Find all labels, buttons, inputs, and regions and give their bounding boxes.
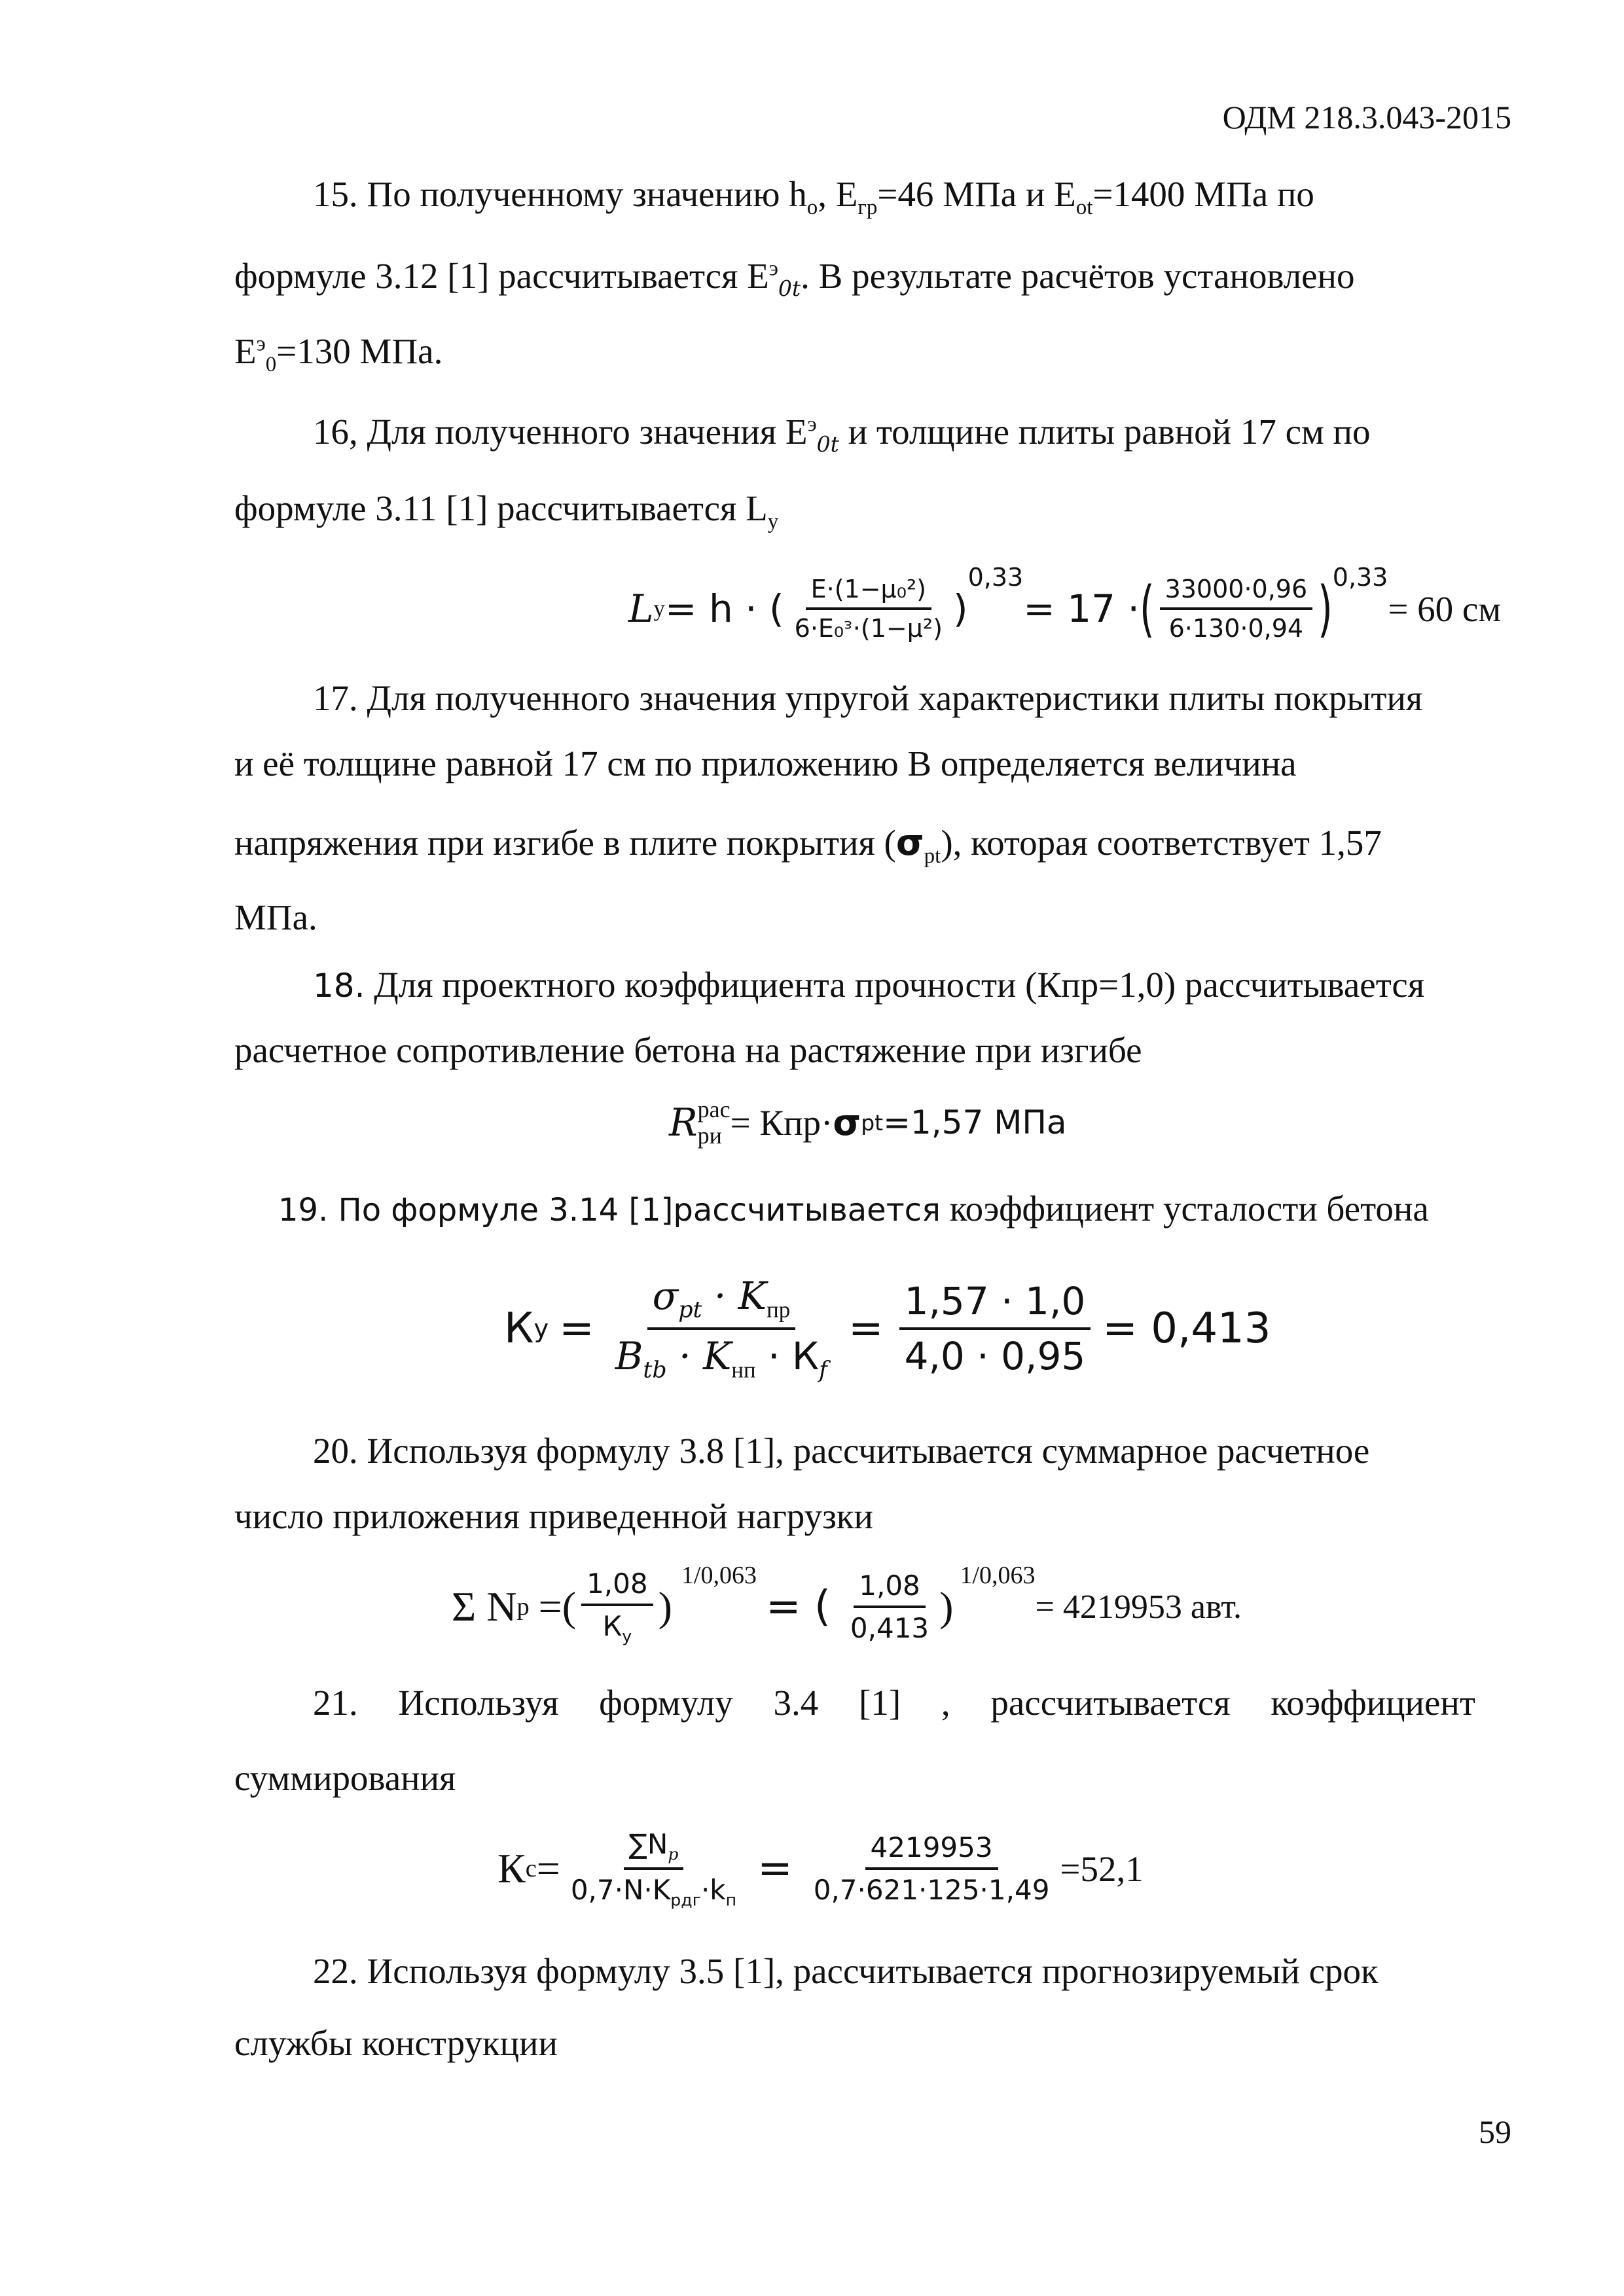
eq-ly-frac2: $\frac{33000\cdot 0,96}{6\cdot 130\cdot 0,94}$ [1160, 575, 1313, 643]
equation-r: R рас ри = Кпр· σ pt =1,57 МПа [669, 1096, 1067, 1149]
eq-ly-frac1: $\frac{\text{E·(1−μ₀²)}}{\text{6·E₀ᵌ·(1−μ²)}}$ [794, 575, 943, 643]
p16-line1: 16, Для полученного значения $E^э_{0t}$ и толщине плиты равной 17 см по [313, 412, 1371, 457]
document-code: ОДМ 218.3.043-2015 [1222, 99, 1511, 135]
eq-np-frac2: $\frac{1,08}{0,413}$ [850, 1570, 929, 1644]
p21-line2: суммирования [234, 1758, 456, 1798]
p17-line3: напряжения при изгибе в плите покрытия $(\sigma_{pt})$, которая соответствует 1,57 [234, 821, 1382, 868]
p15-line2: формуле 3.12 [1] рассчитывается $E^э_{0t}$. В результате расчётов установлено [234, 256, 1355, 301]
p16-line2: формуле 3.11 [1] рассчитывается $L_у$ [234, 488, 779, 533]
eq-ky-frac2: $\frac{1,57 \cdot 1,0}{4,0 \cdot 0,95}$ [899, 1279, 1091, 1378]
p17-line4: МПа. [234, 897, 317, 937]
equation-ly: L у = h · ( $\frac{\text{E·(1−μ₀²)}}{\text{6·E₀ᵌ·(1−μ²)}}$ ) $^{0,33}$ = 17 · ( $\frac{33000\cdot 0,96}{6\cdot 130\cdot 0,94}$ ) $^{0,33}$ = 60 см [628, 563, 1502, 645]
eq-np-frac1: $\frac{1,08}{К_у}$ [581, 1568, 653, 1645]
eq-kc-frac1: $\frac{\sum N_p}{0,7\cdot N\cdot K_{рдг}\cdot k_п}$ [570, 1827, 737, 1910]
eq-kc-frac2: $\frac{4219953}{0,7\cdot 621\cdot 125\cdot 1,49}$ [813, 1831, 1050, 1906]
equation-np: Σ N р =( $\frac{1,08}{К_у}$ ) $^{1/0,063}$ = ( $\frac{1,08}{0,413}$ ) $^{1/0,063}$ = 4219953 авт. [452, 1562, 1242, 1646]
p21-line1: 21. Используя формулу 3.4 [1] , рассчитывается коэффициент [313, 1683, 1475, 1723]
p17-line2: и её толщине равной 17 см по приложению В определяется величина [234, 744, 1297, 783]
p18-line2: расчетное сопротивление бетона на растяжение при изгибе [234, 1030, 1142, 1070]
p19-line1: 19. По формуле 3.14 [1]рассчитывается коэффициент усталости бетона [278, 1189, 1429, 1229]
p15-line3: $E^э_0=130$ МПа. [234, 331, 443, 376]
p18-line1: 18. Для проектного коэффициента прочности (Кпр=1,0) рассчитывается [313, 965, 1425, 1005]
eq-ky-frac1: $\frac{\sigma_{pt} \cdot K_{пр}}{B_{tb} \cdot K_{нп} \cdot К_f}$ [615, 1274, 827, 1384]
equation-kc: К с = $\frac{\sum N_p}{0,7\cdot N\cdot K_{рдг}\cdot k_п}$ = $\frac{4219953}{0,7\cdot 621\cdot 125\cdot 1,49}$ =52,1 [497, 1827, 1144, 1910]
p22-line1: 22. Используя формулу 3.5 [1], рассчитывается прогнозируемый срок [313, 1951, 1379, 1991]
equation-ky: К у = $\frac{\sigma_{pt} \cdot K_{пр}}{B_{tb} \cdot K_{нп} \cdot К_f}$ = $\frac{1,57 \cdot 1,0}{4,0 \cdot 0,95}$ = 0,413 [504, 1274, 1271, 1384]
p20-line1: 20. Используя формулу 3.8 [1], рассчитывается суммарное расчетное [313, 1431, 1370, 1471]
p20-line2: число приложения приведенной нагрузки [234, 1496, 873, 1536]
p22-line2: службы конструкции [234, 2023, 558, 2063]
page-number: 59 [1479, 2113, 1511, 2150]
p15-line1: 15. По полученному значению $h_o$, $E_{гр}=46$ МПа и $E_{ot}=1400$ МПа по [313, 174, 1314, 219]
p17-line1: 17. Для полученного значения упругой характеристики плиты покрытия [313, 678, 1423, 718]
